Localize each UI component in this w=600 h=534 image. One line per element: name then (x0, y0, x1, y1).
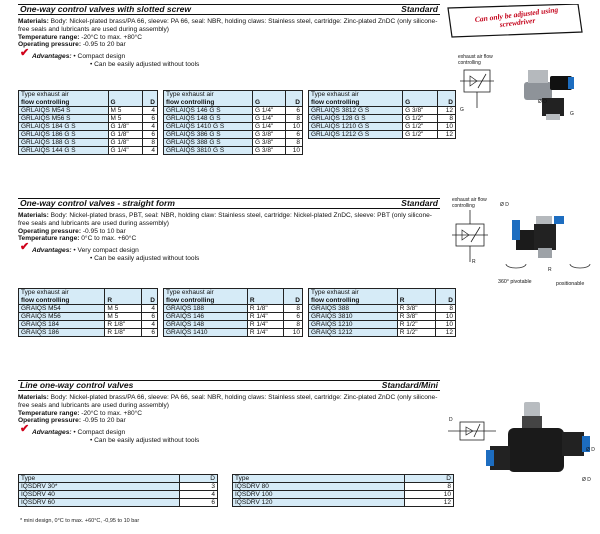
column-header-type: flow controlling (164, 297, 248, 305)
column-header-diameter: D (283, 297, 302, 305)
temperature-label: Temperature range: (18, 409, 80, 417)
column-header-type: Type (19, 475, 180, 483)
pressure-text: -0.95 to 10 bar (81, 227, 126, 235)
section-standard-label: Standard/Mini (381, 380, 438, 390)
table-row (19, 114, 158, 122)
table-row (19, 312, 158, 320)
valve-product-photo (486, 402, 590, 472)
cell-type: GRAIQS 146 (164, 312, 248, 320)
materials-label: Materials: (18, 394, 49, 401)
column-header-diameter: D (285, 99, 302, 107)
cell-diameter: 6 (142, 312, 158, 320)
advantage-item: • Can be easily adjusted without tools (90, 60, 200, 68)
column-header-type: flow controlling (309, 297, 398, 305)
column-header-type: Type exhaust air (309, 289, 398, 297)
column-header-type: Type exhaust air (309, 91, 403, 99)
cell-thread: R 1/2" (397, 320, 435, 328)
pivot-caption: 360° pivotable (498, 279, 532, 285)
table-row (19, 304, 158, 312)
cell-thread: G 1/4" (253, 106, 286, 114)
materials-text: Body: Nickel-plated brass, PBT, seal: NBR, holding claw: Stainless steel, cartridge: Nickel-plated ZnDC, sleeve: PBT (only silicone-free seals and lubricants are used during assembly) (18, 212, 433, 227)
section-description (18, 212, 440, 243)
column-header-thread: G (253, 99, 286, 107)
cell-thread: G 1/2" (403, 114, 438, 122)
cell-diameter: 8 (437, 114, 455, 122)
column-header-diameter: D (437, 99, 455, 107)
cell-thread: R 3/8" (397, 312, 435, 320)
cell-thread: G 3/8" (403, 106, 438, 114)
cell-type: GRLAIQS M56 S (19, 114, 109, 122)
table-row (309, 304, 456, 312)
cell-diameter: 3 (180, 483, 218, 491)
column-header-thread: G (403, 99, 438, 107)
column-header-type: flow controlling (19, 99, 109, 107)
cell-thread: R 1/2" (397, 328, 435, 336)
cell-thread: G 1/4" (253, 122, 286, 130)
temperature-text: -20°C to max. +80°C (79, 33, 143, 41)
cell-type: GRAIQS 186 (19, 328, 105, 336)
cell-diameter: 6 (283, 312, 302, 320)
cell-diameter: 4 (143, 122, 158, 130)
cell-type: GRLAIQS 3810 G S (164, 146, 253, 154)
cell-thread: G 1/8" (108, 122, 143, 130)
cell-diameter: 6 (142, 328, 158, 336)
column-header-diameter: D (404, 475, 453, 483)
cell-diameter: 6 (143, 114, 158, 122)
column-header-diameter: D (143, 99, 158, 107)
section-line-valves (18, 380, 440, 444)
cell-diameter: 8 (404, 483, 453, 491)
materials-text: Body: Nickel-plated brass/PA 66, sleeve: PA 66, seal: NBR, holding claws: Stainless steel, cartridge: Zinc-plated ZnDC (only silicone-free seals and lubricants are used during assembly) (18, 18, 438, 33)
cell-diameter: 8 (283, 320, 302, 328)
table-row (19, 106, 158, 114)
section-header-bar (18, 198, 440, 209)
cell-thread: M 5 (108, 114, 143, 122)
header-spacer (253, 91, 286, 99)
product-table (18, 288, 158, 337)
column-header-type: flow controlling (164, 99, 253, 107)
column-header-type: Type exhaust air (164, 289, 248, 297)
cell-diameter: 8 (285, 138, 302, 146)
column-header-type: Type (233, 475, 405, 483)
column-header-thread: R (105, 297, 142, 305)
table-row (233, 491, 454, 499)
cell-diameter: 8 (283, 304, 302, 312)
column-header-thread: R (247, 297, 283, 305)
table-row (19, 122, 158, 130)
column-header-thread: G (108, 99, 143, 107)
advantage-item: • Compact design (73, 429, 126, 437)
header-spacer (143, 91, 158, 99)
advantage-item: • Can be easily adjusted without tools (90, 436, 200, 444)
section-slotted-screw (18, 4, 440, 68)
cell-type: GRLAIQS 1410 G S (164, 122, 253, 130)
cell-diameter: 12 (404, 499, 453, 507)
advantages-label: Advantages: (32, 247, 72, 255)
cell-type: GRAIQS 148 (164, 320, 248, 328)
cell-diameter: 6 (285, 130, 302, 138)
cell-type: GRAIQS 1212 (309, 328, 398, 336)
cell-type: IQSDRV 100 (233, 491, 405, 499)
cell-diameter: 12 (435, 328, 455, 336)
cell-diameter: 8 (285, 114, 302, 122)
table-row (233, 483, 454, 491)
check-icon: ✔ (20, 423, 30, 436)
section-title: One-way control valves - straight form (20, 198, 175, 208)
section-header-bar (18, 380, 440, 391)
cell-type: IQSDRV 30* (19, 483, 180, 491)
footnote: * mini design, 0°C to max. +60°C, -0,95 to 10 bar (20, 518, 140, 524)
section-description (18, 18, 440, 49)
check-icon: ✔ (20, 241, 30, 254)
table-row (164, 328, 303, 336)
valve-product-photo (524, 70, 574, 120)
table-row (309, 320, 456, 328)
advantages-block (20, 241, 440, 262)
cell-type: GRLAIQS 144 G S (19, 146, 109, 154)
cell-diameter: 8 (143, 138, 158, 146)
cell-type: GRAIQS 3810 (309, 312, 398, 320)
cell-diameter: 4 (143, 146, 158, 154)
table-row (309, 312, 456, 320)
table-row (309, 130, 456, 138)
cell-thread: G 3/8" (253, 146, 286, 154)
advantages-block (20, 47, 440, 68)
section-title: Line one-way control valves (20, 380, 134, 390)
table-row (309, 122, 456, 130)
cell-diameter: 10 (285, 146, 302, 154)
section-description (18, 394, 440, 425)
table-row (164, 138, 303, 146)
schematic-caption: exhaust air flow controlling (458, 54, 493, 66)
column-header-diameter: D (180, 475, 218, 483)
cell-type: GRLAIQS 184 G S (19, 122, 109, 130)
cell-type: GRAIQS M56 (19, 312, 105, 320)
positionable-caption: positionable (556, 281, 585, 287)
cell-diameter: 6 (143, 130, 158, 138)
table-row (19, 483, 218, 491)
table-row (19, 320, 158, 328)
advantage-item: • Compact design (73, 53, 126, 61)
cell-thread: M 5 (108, 106, 143, 114)
table-row (19, 328, 158, 336)
cell-type: GRLAIQS 1212 G S (309, 130, 403, 138)
dimension-label-r: R (548, 267, 552, 273)
cell-diameter: 8 (435, 304, 455, 312)
dimension-label-od: Ø D (582, 477, 591, 483)
cell-type: GRAIQS M54 (19, 304, 105, 312)
table-row (19, 138, 158, 146)
column-header-diameter: D (435, 297, 455, 305)
cell-type: GRLAIQS 386 G S (164, 130, 253, 138)
check-icon: ✔ (20, 47, 30, 60)
screwdriver-badge (444, 4, 594, 38)
cell-diameter: 10 (283, 328, 302, 336)
dimension-label-d: Ø D (500, 202, 509, 208)
product-table (163, 90, 303, 155)
valve-schematic-icon (450, 210, 598, 282)
pressure-text: -0.95 to 20 bar (81, 417, 126, 425)
cell-type: IQSDRV 120 (233, 499, 405, 507)
pressure-label: Operating pressure: (18, 417, 82, 425)
cell-type: GRAIQS 188 (164, 304, 248, 312)
pressure-label: Operating pressure: (18, 41, 82, 49)
column-header-type: Type exhaust air (19, 289, 105, 297)
product-table (232, 474, 454, 507)
cell-thread: G 1/4" (108, 146, 143, 154)
cell-diameter: 10 (285, 122, 302, 130)
table-row (164, 304, 303, 312)
column-header-diameter: D (142, 297, 158, 305)
table-row (233, 499, 454, 507)
product-table (18, 90, 158, 155)
valve-schematic-icon (458, 68, 598, 126)
cell-diameter: 4 (142, 304, 158, 312)
cell-thread: G 1/8" (108, 138, 143, 146)
cell-type: GRLAIQS 128 G S (309, 114, 403, 122)
cell-type: GRAIQS 1410 (164, 328, 248, 336)
header-spacer (142, 289, 158, 297)
table-row (309, 328, 456, 336)
cell-type: GRLAIQS 3812 G S (309, 106, 403, 114)
table-row (19, 499, 218, 507)
header-spacer (437, 91, 455, 99)
header-spacer (283, 289, 302, 297)
header-spacer (285, 91, 302, 99)
header-spacer (247, 289, 283, 297)
cell-type: GRLAIQS 148 G S (164, 114, 253, 122)
table-row (309, 106, 456, 114)
table-row (164, 130, 303, 138)
column-header-thread: R (397, 297, 435, 305)
cell-thread: G 1/8" (108, 130, 143, 138)
advantage-item: • Very compact design (73, 247, 139, 255)
cell-thread: R 1/8" (247, 304, 283, 312)
cell-thread: G 1/2" (403, 130, 438, 138)
section-header-bar (18, 4, 440, 15)
cell-type: GRAIQS 388 (309, 304, 398, 312)
pressure-text: -0.95 to 20 bar (81, 41, 126, 49)
materials-text: Body: Nickel-plated brass/PA 66, sleeve: PA 66, seal: NBR, holding claws: Stainless steel, cartridge: Zinc-plated ZnDC (only silicone-free seals and lubricants are used during assembly) (18, 394, 438, 409)
cell-thread: R 1/4" (247, 312, 283, 320)
cell-type: GRLAIQS 186 G S (19, 130, 109, 138)
cell-diameter: 12 (437, 106, 455, 114)
table-row (164, 146, 303, 154)
section-standard-label: Standard (401, 198, 438, 208)
cell-type: GRLAIQS M54 S (19, 106, 109, 114)
cell-thread: M 5 (105, 304, 142, 312)
section-standard-label: Standard (401, 4, 438, 14)
table-row (164, 122, 303, 130)
table-row (164, 312, 303, 320)
table-row (164, 114, 303, 122)
cell-type: GRLAIQS 388 G S (164, 138, 253, 146)
header-spacer (403, 91, 438, 99)
product-table (308, 288, 456, 337)
cell-thread: R 1/8" (105, 320, 142, 328)
materials-label: Materials: (18, 18, 49, 25)
table-row (309, 114, 456, 122)
cell-thread: G 1/2" (403, 122, 438, 130)
column-header-type: flow controlling (19, 297, 105, 305)
cell-thread: R 1/8" (105, 328, 142, 336)
line-valve-image (448, 398, 598, 508)
temperature-text: 0°C to max. +60°C (79, 235, 137, 243)
header-spacer (397, 289, 435, 297)
cell-thread: G 1/4" (253, 114, 286, 122)
advantages-block (20, 423, 440, 444)
header-spacer (105, 289, 142, 297)
cell-thread: G 3/8" (253, 130, 286, 138)
cell-diameter: 4 (142, 320, 158, 328)
cell-thread: R 1/4" (247, 320, 283, 328)
cell-type: GRLAIQS 188 G S (19, 138, 109, 146)
table-row (19, 146, 158, 154)
column-header-type: Type exhaust air (164, 91, 253, 99)
cell-diameter: 10 (437, 122, 455, 130)
cell-diameter: 6 (285, 106, 302, 114)
pressure-label: Operating pressure: (18, 227, 82, 235)
cell-type: GRLAIQS 1210 G S (309, 122, 403, 130)
table-row (19, 130, 158, 138)
product-table (308, 90, 456, 139)
product-table (18, 474, 218, 507)
dimension-label-g: G (570, 111, 574, 117)
cell-type: GRAIQS 184 (19, 320, 105, 328)
valve-product-photo (512, 216, 564, 258)
cell-thread: G 3/8" (253, 138, 286, 146)
cell-diameter: 4 (143, 106, 158, 114)
table-row (164, 320, 303, 328)
dimension-label-g: G (460, 107, 464, 113)
temperature-label: Temperature range: (18, 33, 80, 41)
cell-diameter: 6 (180, 499, 218, 507)
cell-thread: M 5 (105, 312, 142, 320)
table-row (19, 491, 218, 499)
section-title: One-way control valves with slotted screw (20, 4, 191, 14)
cell-type: IQSDRV 40 (19, 491, 180, 499)
column-header-type: Type exhaust air (19, 91, 109, 99)
advantage-item: • Can be easily adjusted without tools (90, 254, 200, 262)
advantages-label: Advantages: (32, 429, 72, 437)
temperature-text: -20°C to max. +80°C (79, 409, 143, 417)
cell-type: GRAIQS 1210 (309, 320, 398, 328)
header-spacer (435, 289, 455, 297)
cell-diameter: 10 (435, 312, 455, 320)
temperature-label: Temperature range: (18, 235, 80, 243)
schematic-caption: exhaust air flow controlling (452, 197, 487, 209)
dimension-label-d: D (449, 417, 453, 423)
badge-text: Can only be adjusted using screwdriver (474, 4, 559, 30)
dimension-label-r: R (472, 259, 476, 265)
dimension-label-d: Ø D (538, 99, 547, 105)
cell-diameter: 10 (404, 491, 453, 499)
table-row (164, 106, 303, 114)
cell-diameter: 12 (437, 130, 455, 138)
cell-thread: R 3/8" (397, 304, 435, 312)
materials-label: Materials: (18, 212, 49, 219)
advantages-label: Advantages: (32, 53, 72, 61)
product-table (163, 288, 303, 337)
section-straight-form (18, 198, 440, 262)
cell-type: IQSDRV 60 (19, 499, 180, 507)
column-header-type: flow controlling (309, 99, 403, 107)
cell-type: GRLAIQS 146 G S (164, 106, 253, 114)
dimension-label-od: Ø D (586, 447, 595, 453)
cell-diameter: 4 (180, 491, 218, 499)
cell-diameter: 10 (435, 320, 455, 328)
header-spacer (108, 91, 143, 99)
cell-thread: R 1/4" (247, 328, 283, 336)
cell-type: IQSDRV 80 (233, 483, 405, 491)
